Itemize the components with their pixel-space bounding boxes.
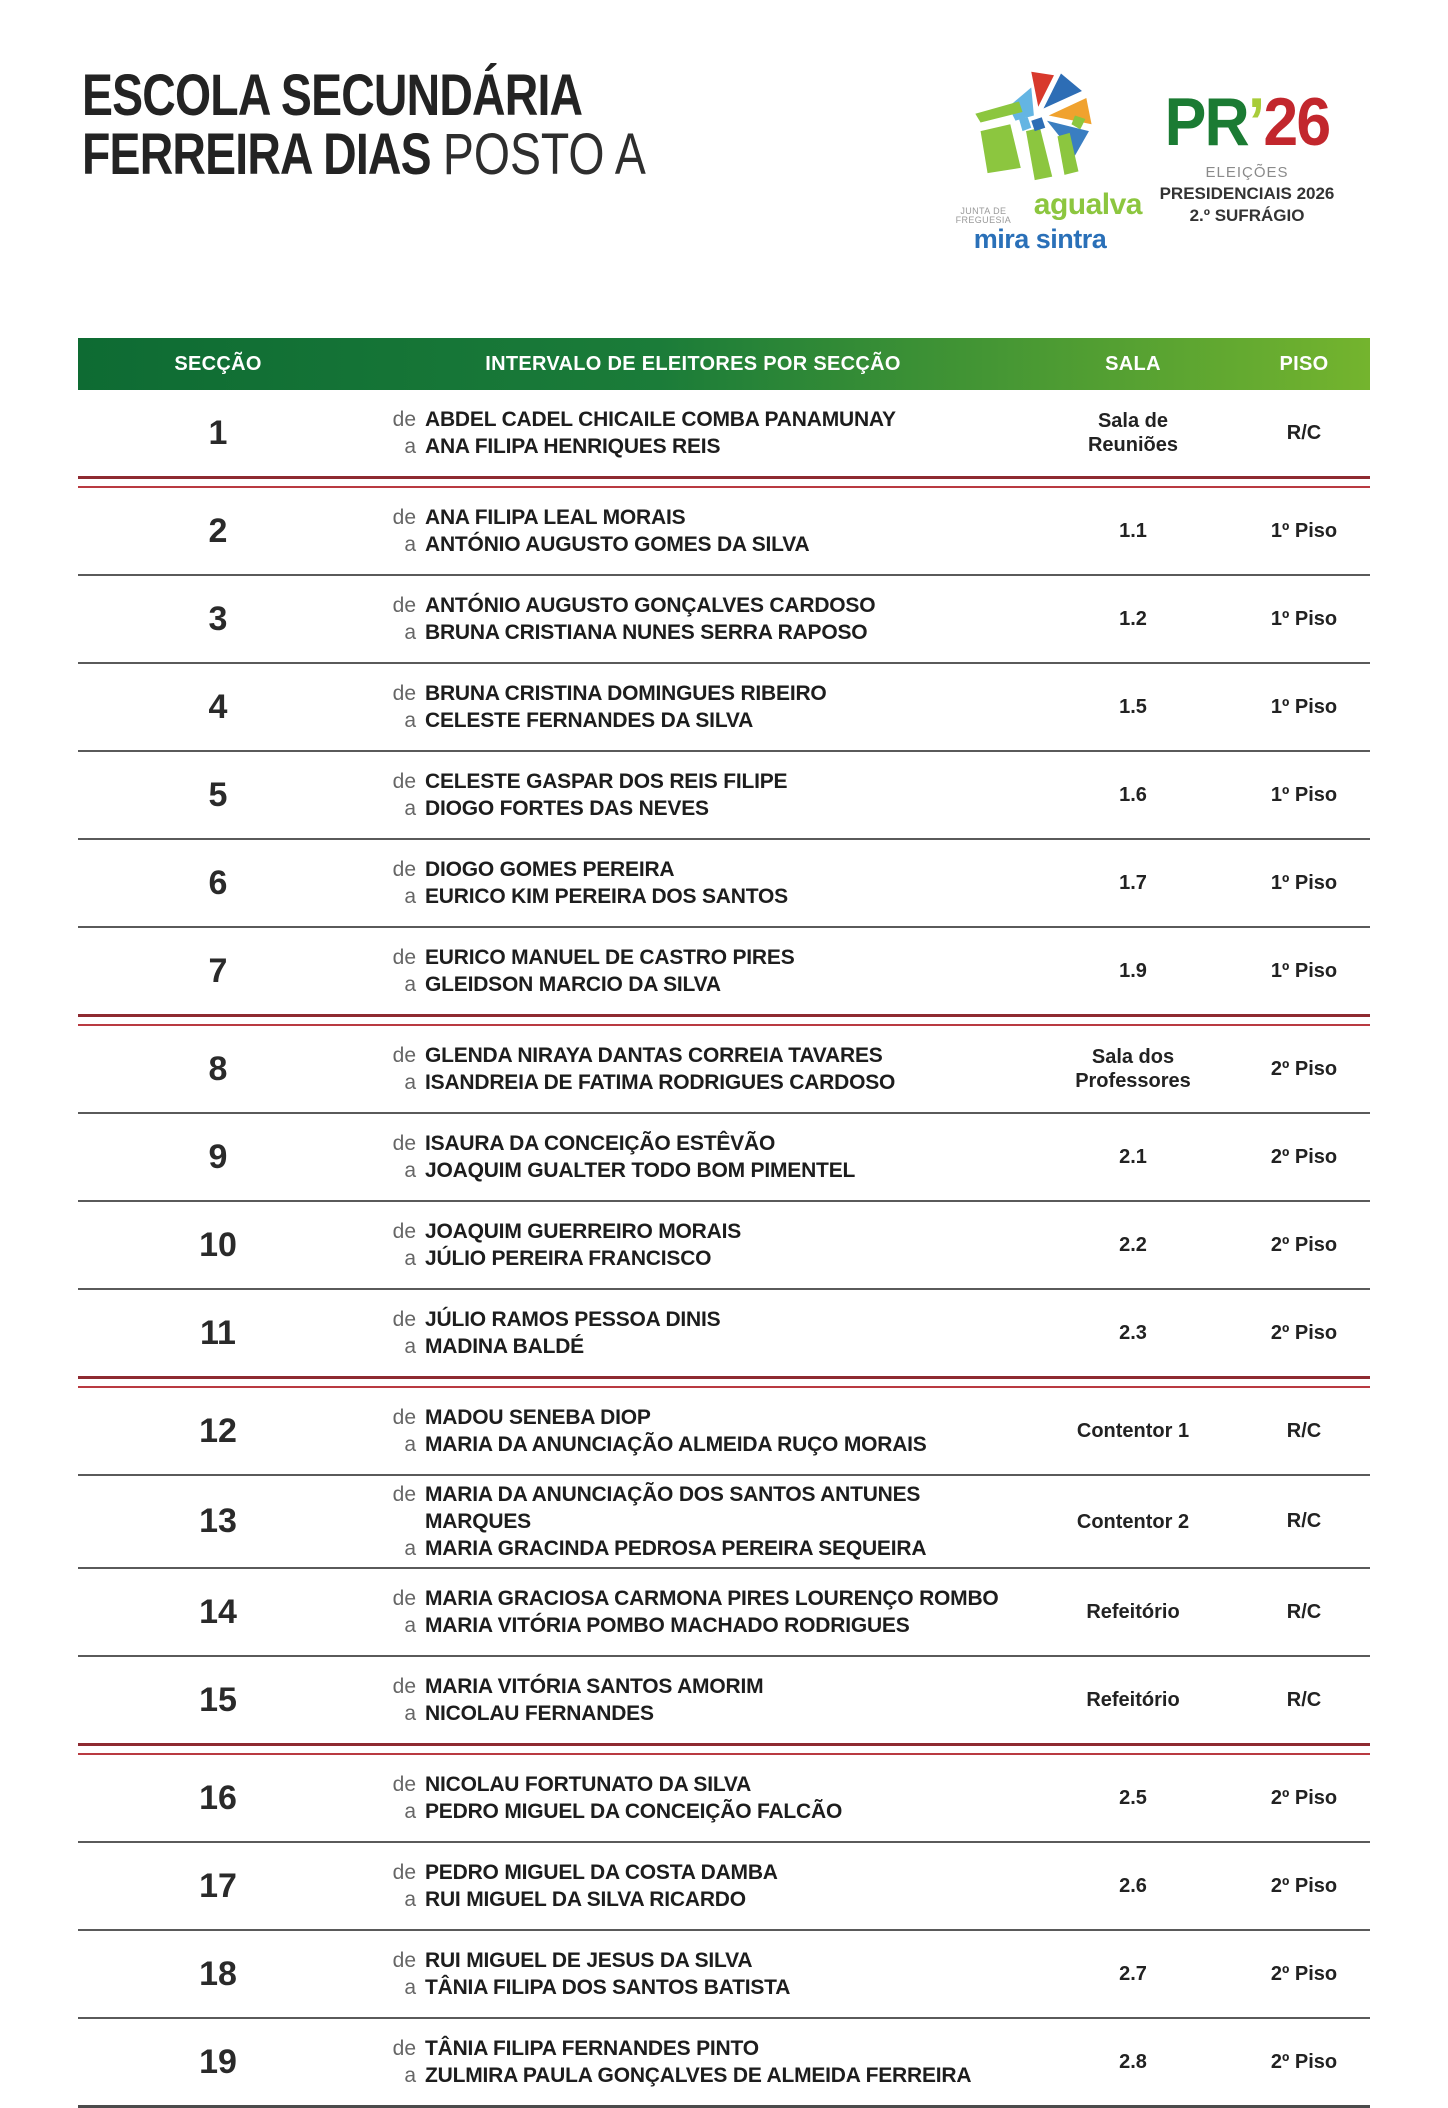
voter-interval bbox=[358, 1673, 1028, 1727]
voter-name: ZULMIRA PAULA GONÇALVES DE ALMEIDA FERREIRA bbox=[425, 2064, 972, 2087]
voter-name: MARIA VITÓRIA POMBO MACHADO RODRIGUES bbox=[425, 1614, 910, 1637]
voter-interval bbox=[358, 944, 1028, 998]
double-red-divider bbox=[78, 1014, 1370, 1026]
interval-prefix: a bbox=[404, 435, 416, 458]
room-cell bbox=[1028, 695, 1238, 719]
title-school-name: FERREIRA DIAS bbox=[82, 122, 431, 187]
floor-value: 2º Piso bbox=[1270, 1786, 1338, 1809]
column-header-seccao: SECÇÃO bbox=[174, 352, 262, 375]
section-number: 6 bbox=[208, 863, 228, 902]
pinwheel-icon bbox=[970, 70, 1110, 188]
table-row bbox=[78, 2019, 1370, 2105]
double-red-divider bbox=[78, 476, 1370, 488]
voter-name: JÚLIO PEREIRA FRANCISCO bbox=[425, 1247, 712, 1270]
interval-to bbox=[358, 883, 1028, 910]
interval-prefix: a bbox=[404, 1888, 416, 1911]
interval-from bbox=[358, 1673, 1028, 1700]
interval-prefix: a bbox=[404, 1537, 416, 1560]
voter-name: ANTÓNIO AUGUSTO GOMES DA SILVA bbox=[425, 533, 810, 556]
pr-letters: PR bbox=[1164, 84, 1248, 160]
room-cell bbox=[1028, 607, 1238, 631]
interval-prefix: de bbox=[392, 2037, 416, 2060]
table-row bbox=[78, 928, 1370, 1014]
floor-value: 2º Piso bbox=[1270, 1057, 1338, 1080]
voter-interval bbox=[358, 768, 1028, 822]
interval-prefix: a bbox=[404, 1702, 416, 1725]
table-row bbox=[78, 390, 1370, 476]
interval-prefix: a bbox=[404, 1247, 416, 1270]
floor-value: R/C bbox=[1286, 1688, 1322, 1711]
voter-name: TÂNIA FILIPA DOS SANTOS BATISTA bbox=[425, 1976, 791, 1999]
room-cell bbox=[1028, 1321, 1238, 1345]
table-row bbox=[78, 1569, 1370, 1655]
voter-interval bbox=[358, 1947, 1028, 2001]
table-row bbox=[78, 1202, 1370, 1288]
interval-prefix: de bbox=[392, 858, 416, 881]
room-cell bbox=[1028, 1874, 1238, 1898]
room-cell bbox=[1028, 1786, 1238, 1810]
interval-from bbox=[358, 1771, 1028, 1798]
interval-to bbox=[358, 1974, 1028, 2001]
voter-name: NICOLAU FORTUNATO DA SILVA bbox=[425, 1773, 752, 1796]
interval-from bbox=[358, 592, 1028, 619]
section-number: 5 bbox=[208, 775, 228, 814]
table-body bbox=[78, 390, 1370, 2108]
table-row bbox=[78, 840, 1370, 926]
floor-value: R/C bbox=[1286, 421, 1322, 444]
title-line-1: ESCOLA SECUNDÁRIA bbox=[82, 63, 583, 128]
interval-from bbox=[358, 680, 1028, 707]
election-subtitle-3: 2.º SUFRÁGIO bbox=[1189, 206, 1305, 225]
voter-name: BRUNA CRISTIANA NUNES SERRA RAPOSO bbox=[425, 621, 868, 644]
interval-to bbox=[358, 795, 1028, 822]
voter-name: MARIA GRACINDA PEDROSA PEREIRA SEQUEIRA bbox=[425, 1537, 927, 1560]
double-red-divider bbox=[78, 1743, 1370, 1755]
room-value: 1.5 bbox=[1119, 696, 1147, 718]
interval-to bbox=[358, 433, 1028, 460]
room-cell bbox=[1028, 1688, 1238, 1712]
interval-prefix: de bbox=[392, 1406, 416, 1429]
interval-from bbox=[358, 856, 1028, 883]
voter-interval bbox=[358, 1585, 1028, 1639]
pr-apostrophe: ’ bbox=[1247, 84, 1264, 160]
sections-table bbox=[78, 338, 1370, 2108]
floor-value: 1º Piso bbox=[1270, 695, 1338, 718]
room-value: Contentor 1 bbox=[1076, 1420, 1190, 1442]
section-number: 14 bbox=[199, 1592, 237, 1631]
floor-value: 2º Piso bbox=[1270, 1962, 1338, 1985]
double-red-divider bbox=[78, 1376, 1370, 1388]
interval-to bbox=[358, 531, 1028, 558]
column-header-sala: SALA bbox=[1105, 352, 1161, 375]
voter-name: DIOGO FORTES DAS NEVES bbox=[425, 797, 709, 820]
section-number: 15 bbox=[199, 1680, 237, 1719]
table-row bbox=[78, 1931, 1370, 2017]
voter-name: RUI MIGUEL DE JESUS DA SILVA bbox=[425, 1949, 753, 1972]
room-cell bbox=[1028, 1962, 1238, 1986]
room-value: 1.6 bbox=[1119, 784, 1147, 806]
room-cell bbox=[1028, 1600, 1238, 1624]
interval-prefix: de bbox=[392, 1861, 416, 1884]
jf-mira-sintra-text: mira sintra bbox=[973, 224, 1107, 254]
interval-from bbox=[358, 768, 1028, 795]
column-header-intervalo: INTERVALO DE ELEITORES POR SECÇÃO bbox=[485, 352, 901, 375]
interval-to bbox=[358, 1700, 1028, 1727]
voter-name: NICOLAU FERNANDES bbox=[425, 1702, 654, 1725]
voter-interval bbox=[358, 592, 1028, 646]
voter-interval bbox=[358, 1130, 1028, 1184]
divider-gap bbox=[78, 1017, 1370, 1024]
voter-interval bbox=[358, 504, 1028, 558]
table-row bbox=[78, 664, 1370, 750]
interval-prefix: de bbox=[392, 1044, 416, 1067]
room-value: 2.6 bbox=[1119, 1875, 1147, 1897]
room-cell bbox=[1028, 871, 1238, 895]
section-number: 17 bbox=[199, 1866, 237, 1905]
voter-name: JOAQUIM GUALTER TODO BOM PIMENTEL bbox=[425, 1159, 856, 1182]
election-subtitle-1: ELEIÇÕES bbox=[1205, 164, 1289, 181]
floor-value: R/C bbox=[1286, 1510, 1322, 1532]
room-value: 1.1 bbox=[1119, 520, 1147, 542]
interval-from bbox=[358, 1481, 1028, 1535]
voter-name: BRUNA CRISTINA DOMINGUES RIBEIRO bbox=[425, 682, 827, 705]
interval-prefix: a bbox=[404, 709, 416, 732]
floor-value: 2º Piso bbox=[1270, 1321, 1338, 1344]
divider-gap bbox=[78, 1746, 1370, 1753]
section-number: 19 bbox=[199, 2042, 237, 2081]
room-value: Sala dos Professores bbox=[1075, 1046, 1191, 1092]
room-cell bbox=[1028, 409, 1238, 457]
section-number: 1 bbox=[208, 413, 228, 452]
column-header-piso: PISO bbox=[1279, 352, 1329, 375]
room-value: 2.7 bbox=[1119, 1963, 1147, 1985]
interval-from bbox=[358, 1404, 1028, 1431]
voter-interval bbox=[358, 1306, 1028, 1360]
interval-from bbox=[358, 1585, 1028, 1612]
voter-interval bbox=[358, 2035, 1028, 2089]
section-number: 7 bbox=[208, 951, 228, 990]
voter-name: MARIA DA ANUNCIAÇÃO ALMEIDA RUÇO MORAIS bbox=[425, 1433, 927, 1456]
floor-value: 2º Piso bbox=[1270, 1233, 1338, 1256]
interval-prefix: de bbox=[392, 1220, 416, 1243]
voter-interval bbox=[358, 1042, 1028, 1096]
voter-name: ISANDREIA DE FATIMA RODRIGUES CARDOSO bbox=[425, 1071, 896, 1094]
voter-interval bbox=[358, 1481, 1028, 1562]
interval-to bbox=[358, 1333, 1028, 1360]
interval-to bbox=[358, 707, 1028, 734]
junta-freguesia-logo bbox=[938, 70, 1142, 253]
interval-prefix: de bbox=[392, 506, 416, 529]
interval-prefix: a bbox=[404, 797, 416, 820]
interval-prefix: a bbox=[404, 1433, 416, 1456]
voter-name: PEDRO MIGUEL DA COSTA DAMBA bbox=[425, 1861, 778, 1884]
interval-to bbox=[358, 2062, 1028, 2089]
voter-name: ANA FILIPA HENRIQUES REIS bbox=[425, 435, 721, 458]
interval-prefix: a bbox=[404, 973, 416, 996]
interval-prefix: de bbox=[392, 1773, 416, 1796]
table-row bbox=[78, 1026, 1370, 1112]
voter-name: ANTÓNIO AUGUSTO GONÇALVES CARDOSO bbox=[425, 594, 876, 617]
interval-to bbox=[358, 1069, 1028, 1096]
section-number: 2 bbox=[208, 511, 228, 550]
interval-from bbox=[358, 1859, 1028, 1886]
interval-prefix: de bbox=[392, 682, 416, 705]
floor-value: R/C bbox=[1286, 1600, 1322, 1623]
interval-to bbox=[358, 1886, 1028, 1913]
room-value: Sala de Reuniões bbox=[1087, 410, 1179, 456]
room-cell bbox=[1028, 1145, 1238, 1169]
voter-interval bbox=[358, 1859, 1028, 1913]
interval-from bbox=[358, 944, 1028, 971]
interval-prefix: de bbox=[392, 1587, 416, 1610]
election-subtitle-2: PRESIDENCIAIS 2026 bbox=[1159, 184, 1335, 203]
room-value: Refeitório bbox=[1086, 1601, 1180, 1623]
voter-name: TÂNIA FILIPA FERNANDES PINTO bbox=[425, 2037, 759, 2060]
floor-value: 1º Piso bbox=[1270, 783, 1338, 806]
interval-from bbox=[358, 406, 1028, 433]
voter-interval bbox=[358, 1771, 1028, 1825]
interval-to bbox=[358, 1245, 1028, 1272]
interval-from bbox=[358, 2035, 1028, 2062]
interval-prefix: a bbox=[404, 1335, 416, 1358]
table-row bbox=[78, 576, 1370, 662]
section-number: 10 bbox=[199, 1225, 237, 1264]
title-line-2 bbox=[82, 122, 646, 187]
interval-to bbox=[358, 971, 1028, 998]
room-cell bbox=[1028, 1233, 1238, 1257]
floor-value: 2º Piso bbox=[1270, 2050, 1338, 2073]
interval-prefix: a bbox=[404, 2064, 416, 2087]
voter-name: ABDEL CADEL CHICAILE COMBA PANAMUNAY bbox=[425, 408, 896, 431]
floor-value: 1º Piso bbox=[1270, 607, 1338, 630]
section-number: 13 bbox=[199, 1502, 237, 1540]
voter-name: CELESTE GASPAR DOS REIS FILIPE bbox=[425, 770, 788, 793]
voter-name: EURICO MANUEL DE CASTRO PIRES bbox=[425, 946, 795, 969]
interval-from bbox=[358, 1042, 1028, 1069]
section-number: 8 bbox=[208, 1049, 228, 1088]
interval-prefix: a bbox=[404, 1071, 416, 1094]
interval-prefix: de bbox=[392, 1483, 416, 1506]
voter-interval bbox=[358, 406, 1028, 460]
section-number: 18 bbox=[199, 1954, 237, 1993]
room-value: 1.9 bbox=[1119, 960, 1147, 982]
interval-to bbox=[358, 1535, 1028, 1562]
interval-prefix: de bbox=[392, 1675, 416, 1698]
voter-name: EURICO KIM PEREIRA DOS SANTOS bbox=[425, 885, 788, 908]
interval-to bbox=[358, 1431, 1028, 1458]
table-row bbox=[78, 1657, 1370, 1743]
section-number: 11 bbox=[200, 1313, 236, 1352]
table-row bbox=[78, 488, 1370, 574]
voter-interval bbox=[358, 680, 1028, 734]
interval-prefix: a bbox=[404, 1976, 416, 1999]
divider-gap bbox=[78, 479, 1370, 486]
table-row bbox=[78, 1843, 1370, 1929]
interval-prefix: a bbox=[404, 885, 416, 908]
interval-from bbox=[358, 1306, 1028, 1333]
floor-value: 2º Piso bbox=[1270, 1874, 1338, 1897]
page-title bbox=[82, 63, 646, 187]
interval-from bbox=[358, 1947, 1028, 1974]
room-cell bbox=[1028, 959, 1238, 983]
voter-name: PEDRO MIGUEL DA CONCEIÇÃO FALCÃO bbox=[425, 1800, 843, 1823]
room-value: 2.5 bbox=[1119, 1787, 1147, 1809]
table-row bbox=[78, 1290, 1370, 1376]
pr26-wordmark bbox=[1147, 84, 1348, 160]
room-value: 2.8 bbox=[1119, 2051, 1147, 2073]
section-number: 9 bbox=[208, 1137, 228, 1176]
room-value: 2.1 bbox=[1119, 1146, 1147, 1168]
voter-name: JÚLIO RAMOS PESSOA DINIS bbox=[425, 1308, 721, 1331]
interval-prefix: de bbox=[392, 770, 416, 793]
jf-logo-text-top bbox=[938, 190, 1142, 225]
interval-from bbox=[358, 1130, 1028, 1157]
voter-name: GLENDA NIRAYA DANTAS CORREIA TAVARES bbox=[425, 1044, 883, 1067]
interval-prefix: a bbox=[404, 621, 416, 644]
interval-prefix: de bbox=[392, 1132, 416, 1155]
interval-prefix: de bbox=[392, 594, 416, 617]
voter-name: CELESTE FERNANDES DA SILVA bbox=[425, 709, 754, 732]
voter-name: MARIA VITÓRIA SANTOS AMORIM bbox=[425, 1675, 764, 1698]
voter-name: MARIA GRACIOSA CARMONA PIRES LOURENÇO ROMBO bbox=[425, 1587, 999, 1610]
voter-name: RUI MIGUEL DA SILVA RICARDO bbox=[425, 1888, 746, 1911]
room-value: Refeitório bbox=[1086, 1689, 1180, 1711]
room-value: 1.7 bbox=[1119, 872, 1147, 894]
table-row bbox=[78, 752, 1370, 838]
interval-to bbox=[358, 1612, 1028, 1639]
floor-value: 1º Piso bbox=[1270, 871, 1338, 894]
room-cell bbox=[1028, 2050, 1238, 2074]
interval-to bbox=[358, 1157, 1028, 1184]
voter-interval bbox=[358, 1404, 1028, 1458]
interval-prefix: a bbox=[404, 533, 416, 556]
title-posto: POSTO A bbox=[442, 122, 646, 187]
interval-prefix: de bbox=[392, 1308, 416, 1331]
voter-name: DIOGO GOMES PEREIRA bbox=[425, 858, 675, 881]
interval-from bbox=[358, 1218, 1028, 1245]
voter-name: MADINA BALDÉ bbox=[425, 1335, 584, 1358]
room-value: 2.2 bbox=[1119, 1234, 1147, 1256]
room-cell bbox=[1028, 783, 1238, 807]
section-number: 16 bbox=[199, 1778, 237, 1817]
table-row bbox=[78, 1114, 1370, 1200]
table-header-row bbox=[78, 338, 1370, 390]
voter-interval bbox=[358, 1218, 1028, 1272]
table-row bbox=[78, 1388, 1370, 1474]
section-number: 3 bbox=[208, 599, 228, 638]
room-cell bbox=[1028, 1045, 1238, 1093]
jf-agualva-text: agualva bbox=[1033, 188, 1142, 221]
interval-to bbox=[358, 1798, 1028, 1825]
floor-value: 1º Piso bbox=[1270, 519, 1338, 542]
pr-year: 26 bbox=[1263, 84, 1330, 160]
interval-from bbox=[358, 504, 1028, 531]
room-cell bbox=[1028, 519, 1238, 543]
interval-prefix: a bbox=[404, 1159, 416, 1182]
section-number: 4 bbox=[208, 687, 228, 726]
interval-to bbox=[358, 619, 1028, 646]
room-value: Contentor 2 bbox=[1076, 1510, 1190, 1533]
voter-interval bbox=[358, 856, 1028, 910]
interval-prefix: a bbox=[404, 1800, 416, 1823]
room-value: 2.3 bbox=[1119, 1322, 1147, 1344]
room-cell bbox=[1028, 1510, 1238, 1534]
interval-prefix: a bbox=[404, 1614, 416, 1637]
room-value: 1.2 bbox=[1119, 608, 1147, 630]
section-number: 12 bbox=[199, 1411, 237, 1450]
voter-name: MADOU SENEBA DIOP bbox=[425, 1406, 651, 1429]
floor-value: 1º Piso bbox=[1270, 959, 1338, 982]
interval-prefix: de bbox=[392, 408, 416, 431]
table-row bbox=[78, 1476, 1370, 1567]
voter-name: JOAQUIM GUERREIRO MORAIS bbox=[425, 1220, 742, 1243]
floor-value: 2º Piso bbox=[1270, 1145, 1338, 1168]
table-row bbox=[78, 1755, 1370, 1841]
room-cell bbox=[1028, 1419, 1238, 1443]
election-logo bbox=[1138, 84, 1356, 225]
divider-gap bbox=[78, 1379, 1370, 1386]
voter-name: ANA FILIPA LEAL MORAIS bbox=[425, 506, 686, 529]
voter-name: ISAURA DA CONCEIÇÃO ESTÊVÃO bbox=[425, 1132, 776, 1155]
floor-value: R/C bbox=[1286, 1419, 1322, 1442]
jf-small-text: JUNTA DE FREGUESIA bbox=[955, 206, 1012, 225]
voter-name: MARIA DA ANUNCIAÇÃO DOS SANTOS ANTUNES MARQUES bbox=[425, 1483, 921, 1533]
voter-name: GLEIDSON MARCIO DA SILVA bbox=[425, 973, 721, 996]
interval-prefix: de bbox=[392, 1949, 416, 1972]
interval-prefix: de bbox=[392, 946, 416, 969]
